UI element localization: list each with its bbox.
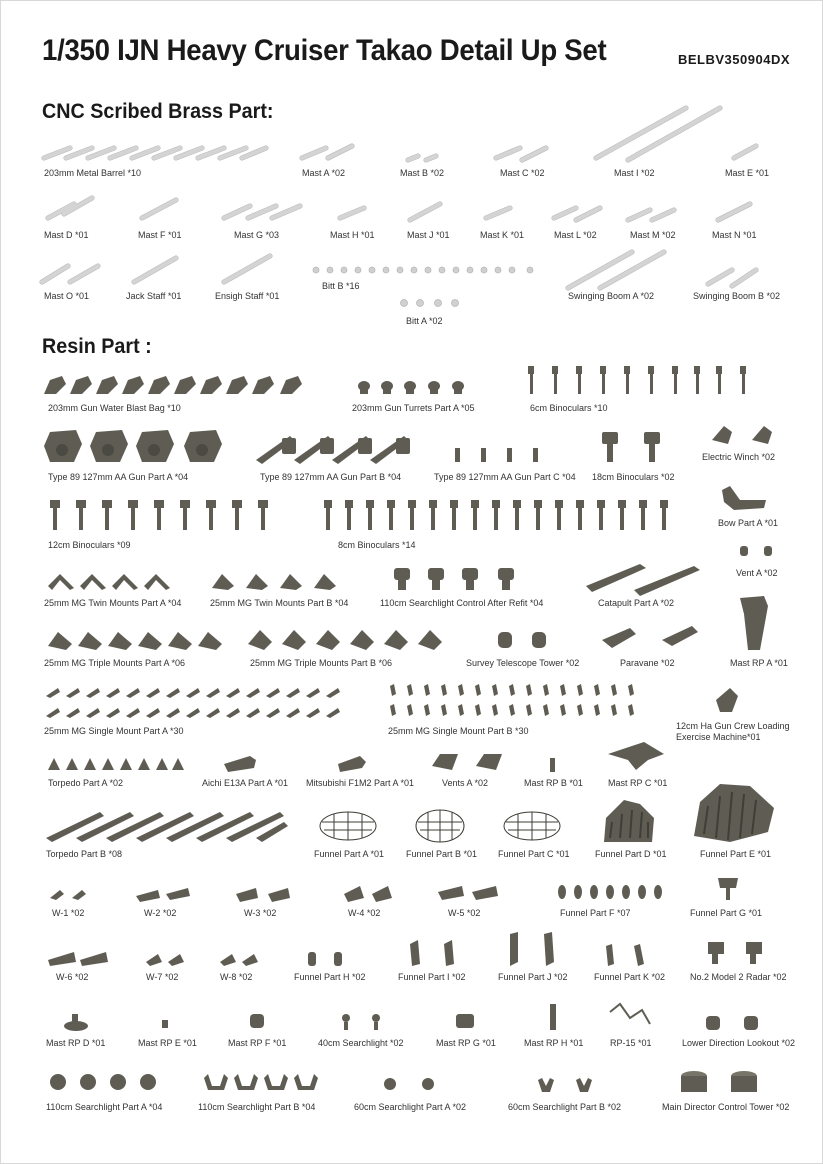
resin-18cm-binoculars-image [602, 432, 660, 462]
brass-mast-b-image [408, 156, 436, 160]
brass-jack-staff-label: Jack Staff *01 [126, 291, 182, 301]
resin-12cm-binoculars-image [50, 500, 268, 530]
brass-mast-h-image [340, 208, 364, 218]
resin-110cm-searchlight-b-image [204, 1074, 318, 1090]
brass-203mm-barrel-label: 203mm Metal Barrel *10 [44, 168, 142, 178]
resin-60cm-searchlight-b-image [538, 1078, 592, 1092]
resin-60cm-searchlight-a-image [384, 1078, 434, 1090]
resin-6cm-binoculars-image [528, 366, 746, 394]
resin-mg-single-b-image [390, 684, 634, 716]
resin-funnel-e-label: Funnel Part E *01 [700, 849, 772, 859]
brass-swinging-boom-a-label: Swinging Boom A *02 [568, 291, 655, 301]
resin-ha-gun-loader-image [716, 688, 738, 712]
resin-bow-part-image [722, 486, 766, 510]
brass-section-heading: CNC Scribed Brass Part: [42, 100, 274, 123]
resin-funnel-k-image [606, 944, 644, 966]
brass-mast-n-label: Mast N *01 [712, 230, 757, 240]
resin-mast-rp-a-label: Mast RP A *01 [730, 658, 788, 668]
resin-mast-rp-b-image [550, 758, 555, 772]
brass-mast-f-image [142, 200, 176, 218]
resin-electric-winch-image [712, 426, 772, 444]
brass-mast-g-image [224, 206, 300, 218]
resin-lower-lookout-image [706, 1016, 758, 1030]
brass-ensign-staff-label: Ensigh Staff *01 [215, 291, 280, 301]
resin-60cm-searchlight-a-label: 60cm Searchlight Part A *02 [354, 1102, 467, 1112]
resin-203mm-turret-label: 203mm Gun Turrets Part A *05 [352, 403, 475, 413]
resin-mg-single-b-label: 25mm MG Single Mount Part B *30 [388, 726, 529, 736]
resin-funnel-j-label: Funnel Part J *02 [498, 972, 568, 982]
resin-aa-gun-b-label: Type 89 127mm AA Gun Part B *04 [260, 472, 402, 482]
brass-mast-o-label: Mast O *01 [44, 291, 90, 301]
brass-mast-n-image [718, 204, 750, 220]
resin-funnel-g-label: Funnel Part G *01 [690, 908, 763, 918]
resin-aichi-e13a-label: Aichi E13A Part A *01 [202, 778, 289, 788]
resin-funnel-f-image [558, 885, 662, 899]
resin-funnel-h-image [308, 952, 342, 966]
resin-funnel-d-image [604, 800, 654, 842]
resin-mast-rp-e-label: Mast RP E *01 [138, 1038, 197, 1048]
resin-vent-a-image [740, 546, 772, 556]
resin-catapult-image [586, 564, 700, 596]
resin-vent-a-label: Vent A *02 [736, 568, 778, 578]
brass-mast-k-label: Mast K *01 [480, 230, 525, 240]
brass-swinging-boom-a-image [568, 252, 664, 288]
resin-w4-label: W-4 *02 [348, 908, 381, 918]
resin-w6-label: W-6 *02 [56, 972, 89, 982]
brass-bitt-a-label: Bitt A *02 [406, 316, 443, 326]
resin-w2-image [136, 888, 190, 902]
brass-mast-d-image [48, 198, 92, 218]
resin-w5-image [438, 886, 498, 900]
resin-vents-a-image [432, 754, 502, 770]
brass-mast-i-image [596, 108, 720, 160]
brass-mast-b-label: Mast B *02 [400, 168, 445, 178]
resin-mg-triple-b-label: 25mm MG Triple Mounts Part B *06 [250, 658, 393, 668]
resin-funnel-a-image [320, 812, 376, 840]
resin-mitsubishi-f1m2-label: Mitsubishi F1M2 Part A *01 [306, 778, 415, 788]
resin-mg-single-a-image [46, 688, 340, 718]
brass-mast-d-label: Mast D *01 [44, 230, 89, 240]
resin-110cm-searchlight-a-label: 110cm Searchlight Part A *04 [46, 1102, 163, 1112]
resin-paravane-image [602, 626, 698, 648]
brass-mast-e-image [734, 146, 756, 158]
resin-mast-rp-g-label: Mast RP G *01 [436, 1038, 496, 1048]
brass-mast-l-image [554, 208, 600, 220]
resin-funnel-k-label: Funnel Part K *02 [594, 972, 666, 982]
resin-catapult-label: Catapult Part A *02 [598, 598, 675, 608]
resin-mast-rp-g-image [456, 1014, 474, 1028]
resin-mast-rp-a-image [740, 596, 768, 650]
resin-searchlight-control-label: 110cm Searchlight Control After Refit *04 [380, 598, 544, 608]
brass-bitt-b-image [313, 267, 533, 273]
resin-funnel-c-image [504, 812, 560, 840]
brass-ensign-staff-image [224, 256, 270, 282]
resin-mg-twin-a-label: 25mm MG Twin Mounts Part A *04 [44, 598, 182, 608]
resin-funnel-i-label: Funnel Part I *02 [398, 972, 466, 982]
resin-w7-label: W-7 *02 [146, 972, 179, 982]
resin-w4-image [344, 886, 392, 902]
resin-40cm-searchlight-image [342, 1014, 380, 1030]
resin-mitsubishi-f1m2-image [338, 756, 366, 772]
resin-mast-rp-h-label: Mast RP H *01 [524, 1038, 584, 1048]
brass-mast-a-image [302, 146, 352, 158]
brass-mast-h-label: Mast H *01 [330, 230, 375, 240]
resin-mg-triple-b-image [248, 630, 442, 650]
resin-funnel-b-image [416, 810, 464, 842]
resin-8cm-binoculars-label: 8cm Binoculars *14 [338, 540, 416, 550]
resin-mg-twin-b-label: 25mm MG Twin Mounts Part B *04 [210, 598, 349, 608]
resin-lower-lookout-label: Lower Direction Lookout *02 [682, 1038, 796, 1048]
resin-torpedo-a-label: Torpedo Part A *02 [48, 778, 124, 788]
resin-60cm-searchlight-b-label: 60cm Searchlight Part B *02 [508, 1102, 622, 1112]
resin-aa-gun-c-label: Type 89 127mm AA Gun Part C *04 [434, 472, 576, 482]
resin-aichi-e13a-image [224, 756, 256, 772]
resin-funnel-h-label: Funnel Part H *02 [294, 972, 366, 982]
product-code: BELBV350904DX [678, 52, 790, 67]
resin-torpedo-b-label: Torpedo Part B *08 [46, 849, 123, 859]
resin-torpedo-a-image [48, 758, 184, 770]
resin-vents-a-label: Vents A *02 [442, 778, 489, 788]
resin-mg-triple-a-label: 25mm MG Triple Mounts Part A *06 [44, 658, 186, 668]
resin-rp15-label: RP-15 *01 [610, 1038, 652, 1048]
resin-mg-single-a-label: 25mm MG Single Mount Part A *30 [44, 726, 184, 736]
resin-w1-image [50, 890, 86, 900]
resin-12cm-binoculars-label: 12cm Binoculars *09 [48, 540, 131, 550]
resin-mast-rp-f-image [250, 1014, 264, 1028]
resin-w7-image [146, 954, 184, 966]
resin-mast-rp-h-image [550, 1004, 556, 1030]
resin-w8-label: W-8 *02 [220, 972, 253, 982]
resin-aa-gun-c-image [455, 448, 538, 462]
resin-no2-radar-image [708, 942, 762, 964]
brass-mast-c-image [496, 148, 546, 160]
brass-mast-m-label: Mast M *02 [630, 230, 676, 240]
resin-section-heading: Resin Part : [42, 335, 152, 358]
resin-survey-tower-label: Survey Telescope Tower *02 [466, 658, 580, 668]
brass-mast-j-image [410, 204, 440, 220]
brass-mast-e-label: Mast E *01 [725, 168, 770, 178]
resin-blast-bag-label: 203mm Gun Water Blast Bag *10 [48, 403, 181, 413]
resin-mast-rp-d-image [64, 1014, 88, 1031]
resin-funnel-c-label: Funnel Part C *01 [498, 849, 570, 859]
brass-mast-c-label: Mast C *02 [500, 168, 545, 178]
resin-main-director-label: Main Director Control Tower *02 [662, 1102, 790, 1112]
resin-funnel-d-label: Funnel Part D *01 [595, 849, 667, 859]
resin-110cm-searchlight-a-image [50, 1074, 156, 1090]
resin-aa-gun-b-image [256, 436, 410, 464]
resin-mast-rp-d-label: Mast RP D *01 [46, 1038, 106, 1048]
resin-aa-gun-a-image [44, 430, 222, 462]
resin-mast-rp-b-label: Mast RP B *01 [524, 778, 583, 788]
brass-bitt-a-image [401, 300, 459, 307]
brass-mast-g-label: Mast G *03 [234, 230, 280, 240]
resin-bow-part-label: Bow Part A *01 [718, 518, 779, 528]
resin-electric-winch-label: Electric Winch *02 [702, 452, 776, 462]
resin-w5-label: W-5 *02 [448, 908, 481, 918]
resin-paravane-label: Paravane *02 [620, 658, 675, 668]
resin-blast-bag-image [44, 376, 302, 394]
resin-w2-label: W-2 *02 [144, 908, 177, 918]
brass-mast-j-label: Mast J *01 [407, 230, 450, 240]
resin-funnel-b-label: Funnel Part B *01 [406, 849, 478, 859]
brass-swinging-boom-b-label: Swinging Boom B *02 [693, 291, 781, 301]
resin-203mm-turret-image [358, 381, 464, 394]
resin-6cm-binoculars-label: 6cm Binoculars *10 [530, 403, 608, 413]
brass-203mm-barrel-image [44, 148, 266, 158]
brass-bitt-b-label: Bitt B *16 [322, 281, 360, 291]
brass-jack-staff-image [134, 258, 176, 282]
brass-mast-m-image [628, 210, 674, 220]
resin-mg-triple-a-image [48, 632, 222, 650]
brass-mast-o-image [42, 266, 98, 282]
resin-funnel-e-image [694, 784, 774, 842]
resin-18cm-binoculars-label: 18cm Binoculars *02 [592, 472, 675, 482]
resin-40cm-searchlight-label: 40cm Searchlight *02 [318, 1038, 404, 1048]
resin-funnel-f-label: Funnel Part F *07 [560, 908, 631, 918]
resin-mg-twin-a-image [48, 574, 170, 590]
resin-funnel-a-label: Funnel Part A *01 [314, 849, 385, 859]
resin-8cm-binoculars-image [324, 500, 668, 530]
page-title: 1/350 IJN Heavy Cruiser Takao Detail Up Set [42, 34, 607, 67]
brass-swinging-boom-b-image [708, 270, 756, 286]
resin-survey-tower-image [498, 632, 546, 648]
resin-mg-twin-b-image [212, 574, 336, 590]
brass-mast-i-label: Mast I *02 [614, 168, 655, 178]
resin-mast-rp-e-image [162, 1020, 168, 1028]
resin-w8-image [220, 954, 258, 966]
resin-mast-rp-f-label: Mast RP F *01 [228, 1038, 287, 1048]
resin-w3-label: W-3 *02 [244, 908, 277, 918]
resin-searchlight-control-image [394, 568, 514, 590]
resin-no2-radar-label: No.2 Model 2 Radar *02 [690, 972, 787, 982]
resin-torpedo-b-image [46, 812, 288, 842]
resin-aa-gun-a-label: Type 89 127mm AA Gun Part A *04 [48, 472, 189, 482]
brass-mast-l-label: Mast L *02 [554, 230, 597, 240]
brass-mast-a-label: Mast A *02 [302, 168, 346, 178]
brass-mast-f-label: Mast F *01 [138, 230, 182, 240]
resin-funnel-j-image [510, 932, 554, 966]
resin-110cm-searchlight-b-label: 110cm Searchlight Part B *04 [198, 1102, 316, 1112]
resin-mast-rp-c-label: Mast RP C *01 [608, 778, 668, 788]
resin-main-director-image [681, 1071, 757, 1092]
resin-mast-rp-c-image [608, 742, 664, 770]
resin-rp15-image [610, 1004, 650, 1024]
resin-w1-label: W-1 *02 [52, 908, 85, 918]
brass-mast-k-image [486, 208, 510, 218]
resin-funnel-g-image [718, 878, 738, 900]
resin-ha-gun-loader-label: 12cm Ha Gun Crew Loading Exercise Machine*01 [676, 721, 790, 742]
resin-w6-image [48, 952, 108, 966]
resin-w3-image [236, 888, 290, 902]
resin-funnel-i-image [410, 940, 454, 966]
